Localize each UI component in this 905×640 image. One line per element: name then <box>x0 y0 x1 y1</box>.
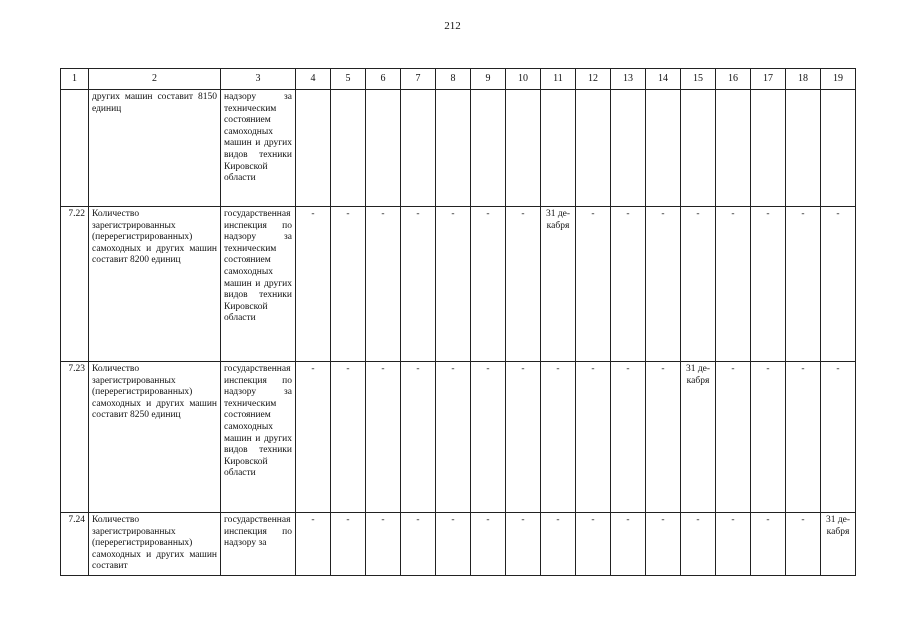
schedule-cell <box>471 90 506 207</box>
column-header: 10 <box>506 69 541 90</box>
schedule-cell: - <box>506 362 541 513</box>
schedule-cell: - <box>681 513 716 576</box>
column-header: 11 <box>541 69 576 90</box>
column-header: 9 <box>471 69 506 90</box>
schedule-cell: - <box>541 362 576 513</box>
schedule-cell <box>436 90 471 207</box>
schedule-cell: - <box>646 362 681 513</box>
schedule-cell: - <box>506 513 541 576</box>
responsible-agency: надзору за техническим состоянием самоходных машин и других видов техники Кировской области <box>221 90 296 207</box>
schedule-cell: - <box>471 513 506 576</box>
column-header: 5 <box>331 69 366 90</box>
schedule-cell: - <box>436 362 471 513</box>
column-header: 12 <box>576 69 611 90</box>
schedule-cell: - <box>576 362 611 513</box>
column-header: 2 <box>89 69 221 90</box>
schedule-cell: - <box>541 513 576 576</box>
schedule-cell: - <box>786 362 821 513</box>
indicator-description: Количество зарегистрированных (перерегистрированных) самоходных и других машин составит <box>89 513 221 576</box>
schedule-cell <box>296 90 331 207</box>
column-header: 7 <box>401 69 436 90</box>
responsible-agency: государственная инспекция по надзору за техническим состоянием самоходных машин и других видов техники Кировской области <box>221 207 296 362</box>
page-number: 212 <box>444 20 461 32</box>
schedule-cell: - <box>401 207 436 362</box>
schedule-cell: - <box>716 513 751 576</box>
schedule-cell <box>506 90 541 207</box>
schedule-cell <box>401 90 436 207</box>
schedule-cell: - <box>366 513 401 576</box>
column-header: 3 <box>221 69 296 90</box>
schedule-cell <box>681 90 716 207</box>
row-number <box>61 90 89 207</box>
table-row <box>61 207 856 362</box>
column-header: 13 <box>611 69 646 90</box>
schedule-cell: - <box>611 362 646 513</box>
schedule-cell: - <box>506 207 541 362</box>
column-header: 6 <box>366 69 401 90</box>
deadline-cell: 31 де-кабря <box>821 513 856 576</box>
row-number: 7.23 <box>61 362 89 513</box>
schedule-cell: - <box>646 207 681 362</box>
column-header: 19 <box>821 69 856 90</box>
schedule-cell: - <box>751 362 786 513</box>
schedule-cell: - <box>401 362 436 513</box>
column-header: 1 <box>61 69 89 90</box>
schedule-cell: - <box>751 207 786 362</box>
column-header: 18 <box>786 69 821 90</box>
row-number: 7.22 <box>61 207 89 362</box>
schedule-cell: - <box>366 362 401 513</box>
column-header: 14 <box>646 69 681 90</box>
schedule-cell: - <box>821 207 856 362</box>
table-row <box>61 362 856 513</box>
column-header: 4 <box>296 69 331 90</box>
schedule-cell <box>366 90 401 207</box>
schedule-cell <box>611 90 646 207</box>
column-header: 8 <box>436 69 471 90</box>
schedule-cell: - <box>471 362 506 513</box>
schedule-cell <box>716 90 751 207</box>
row-number: 7.24 <box>61 513 89 576</box>
schedule-cell: - <box>296 207 331 362</box>
schedule-cell: - <box>331 362 366 513</box>
schedule-cell <box>751 90 786 207</box>
schedule-cell: - <box>751 513 786 576</box>
schedule-cell: - <box>296 513 331 576</box>
schedule-cell: - <box>296 362 331 513</box>
column-header: 17 <box>751 69 786 90</box>
schedule-cell <box>541 90 576 207</box>
schedule-cell: - <box>331 207 366 362</box>
header-row <box>61 69 856 90</box>
deadline-cell: 31 де-кабря <box>681 362 716 513</box>
schedule-cell: - <box>681 207 716 362</box>
responsible-agency: государственная инспекция по надзору за <box>221 513 296 576</box>
schedule-cell: - <box>646 513 681 576</box>
schedule-cell: - <box>611 513 646 576</box>
indicator-description: других машин составит 8150 единиц <box>89 90 221 207</box>
schedule-cell: - <box>471 207 506 362</box>
schedule-cell: - <box>366 207 401 362</box>
schedule-cell: - <box>401 513 436 576</box>
schedule-cell: - <box>611 207 646 362</box>
table-row <box>61 513 856 576</box>
schedule-cell: - <box>786 513 821 576</box>
schedule-cell: - <box>436 513 471 576</box>
schedule-table <box>60 68 856 576</box>
schedule-cell: - <box>786 207 821 362</box>
schedule-cell: - <box>576 207 611 362</box>
schedule-cell <box>821 90 856 207</box>
schedule-cell: - <box>821 362 856 513</box>
schedule-cell <box>786 90 821 207</box>
deadline-cell: 31 де-кабря <box>541 207 576 362</box>
schedule-cell: - <box>716 207 751 362</box>
table-row <box>61 90 856 207</box>
schedule-cell: - <box>436 207 471 362</box>
schedule-cell <box>646 90 681 207</box>
column-header: 16 <box>716 69 751 90</box>
schedule-cell: - <box>576 513 611 576</box>
schedule-cell: - <box>716 362 751 513</box>
indicator-description: Количество зарегистрированных (перерегистрированных) самоходных и других машин составит 8200 единиц <box>89 207 221 362</box>
column-header: 15 <box>681 69 716 90</box>
schedule-cell: - <box>331 513 366 576</box>
indicator-description: Количество зарегистрированных (перерегистрированных) самоходных и других машин составит 8250 единиц <box>89 362 221 513</box>
schedule-cell <box>331 90 366 207</box>
schedule-cell <box>576 90 611 207</box>
responsible-agency: государственная инспекция по надзору за техническим состоянием самоходных машин и других видов техники Кировской области <box>221 362 296 513</box>
